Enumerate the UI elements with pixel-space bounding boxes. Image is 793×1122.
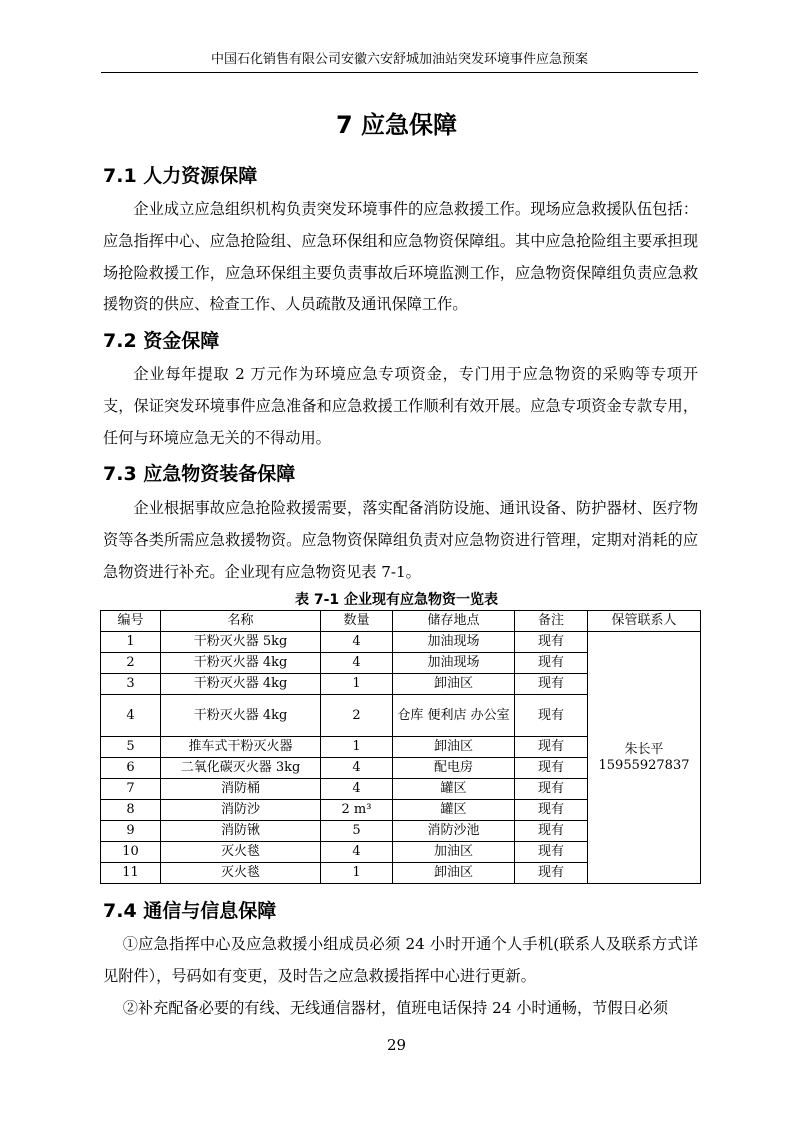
cell-number: 8 bbox=[101, 800, 161, 821]
cell-quantity: 1 bbox=[321, 863, 393, 884]
cell-note: 现有 bbox=[515, 800, 588, 821]
header-cell-name: 名称 bbox=[161, 611, 321, 632]
cell-quantity: 4 bbox=[321, 653, 393, 674]
cell-location: 加油现场 bbox=[393, 632, 515, 653]
cell-number: 9 bbox=[101, 821, 161, 842]
cell-location: 加油区 bbox=[393, 842, 515, 863]
contact-phone: 15955927837 bbox=[598, 757, 690, 773]
cell-note: 现有 bbox=[515, 653, 588, 674]
cell-number: 11 bbox=[101, 863, 161, 884]
table-row bbox=[101, 632, 701, 653]
cell-location: 罐区 bbox=[393, 779, 515, 800]
table-header-row bbox=[101, 611, 701, 632]
cell-name: 干粉灭火器 4kg bbox=[161, 674, 321, 695]
cell-number: 1 bbox=[101, 632, 161, 653]
cell-number: 6 bbox=[101, 758, 161, 779]
cell-location: 卸油区 bbox=[393, 863, 515, 884]
cell-note: 现有 bbox=[515, 695, 588, 737]
chapter-title: 7 应急保障 bbox=[335, 111, 458, 139]
cell-note: 现有 bbox=[515, 674, 588, 695]
cell-number: 4 bbox=[101, 695, 161, 737]
cell-quantity: 4 bbox=[321, 758, 393, 779]
page-header: 中国石化销售有限公司安徽六安舒城加油站突发环境事件应急预案 bbox=[101, 51, 698, 73]
header-cell-location: 储存地点 bbox=[393, 611, 515, 632]
cell-location: 卸油区 bbox=[393, 737, 515, 758]
cell-contact bbox=[588, 632, 701, 884]
paragraph-7-4-item-1: ①应急指挥中心及应急救援小组成员必须 24 小时开通个人手机(联系人及联系方式详见附件），号码如有变更，及时告之应急救援指挥中心进行更新。 bbox=[103, 935, 698, 985]
cell-name: 推车式干粉灭火器 bbox=[161, 737, 321, 758]
cell-name: 二氧化碳灭火器 3kg bbox=[161, 758, 321, 779]
cell-location: 仓库 便利店 办公室 bbox=[393, 695, 515, 737]
header-cell-number: 编号 bbox=[101, 611, 161, 632]
section-heading-7-1: 7.1 人力资源保障 bbox=[103, 165, 258, 187]
header-cell-note: 备注 bbox=[515, 611, 588, 632]
cell-location: 罐区 bbox=[393, 800, 515, 821]
cell-note: 现有 bbox=[515, 758, 588, 779]
cell-number: 10 bbox=[101, 842, 161, 863]
paragraph-7-3: 企业根据事故应急抢险救援需要，落实配备消防设施、通讯设备、防护器材、医疗物资等各类所需应急救援物资。应急物资保障组负责对应急物资进行管理，定期对消耗的应急物资进行补充。企业现有应急物资见表 7-1。 bbox=[103, 499, 698, 581]
paragraph-7-1: 企业成立应急组织机构负责突发环境事件的应急救援工作。现场应急救援队伍包括：应急指挥中心、应急抢险组、应急环保组和应急物资保障组。其中应急抢险组主要承担现场抢险救援工作，应急环保组主要负责事故后环境监测工作，应急物资保障组负责应急救援物资的供应、检查工作、人员疏散及通讯保障工作。 bbox=[103, 200, 698, 314]
paragraph-7-4-item-2: ②补充配备必要的有线、无线通信器材，值班电话保持 24 小时通畅，节假日必须 bbox=[122, 999, 669, 1017]
cell-name: 消防桶 bbox=[161, 779, 321, 800]
cell-location: 卸油区 bbox=[393, 674, 515, 695]
cell-quantity: 2 m³ bbox=[321, 800, 393, 821]
table-caption: 表 7-1 企业现有应急物资一览表 bbox=[294, 592, 499, 608]
emergency-supplies-table bbox=[100, 610, 701, 884]
cell-quantity: 4 bbox=[321, 842, 393, 863]
cell-note: 现有 bbox=[515, 632, 588, 653]
cell-number: 2 bbox=[101, 653, 161, 674]
cell-number: 3 bbox=[101, 674, 161, 695]
cell-quantity: 4 bbox=[321, 632, 393, 653]
cell-number: 5 bbox=[101, 737, 161, 758]
cell-location: 加油现场 bbox=[393, 653, 515, 674]
cell-name: 灭火毯 bbox=[161, 842, 321, 863]
cell-name: 消防沙 bbox=[161, 800, 321, 821]
cell-location: 消防沙池 bbox=[393, 821, 515, 842]
cell-note: 现有 bbox=[515, 779, 588, 800]
header-cell-contact: 保管联系人 bbox=[588, 611, 701, 632]
page-number: 29 bbox=[386, 1036, 407, 1054]
section-heading-7-3: 7.3 应急物资装备保障 bbox=[103, 463, 296, 485]
cell-location: 配电房 bbox=[393, 758, 515, 779]
cell-name: 消防锹 bbox=[161, 821, 321, 842]
cell-number: 7 bbox=[101, 779, 161, 800]
cell-quantity: 1 bbox=[321, 737, 393, 758]
section-heading-7-2: 7.2 资金保障 bbox=[103, 330, 220, 352]
cell-quantity: 1 bbox=[321, 674, 393, 695]
header-cell-quantity: 数量 bbox=[321, 611, 393, 632]
cell-name: 干粉灭火器 5kg bbox=[161, 632, 321, 653]
paragraph-7-2: 企业每年提取 2 万元作为环境应急专项资金，专门用于应急物资的采购等专项开支，保证突发环境事件应急准备和应急救援工作顺利有效开展。应急专项资金专款专用，任何与环境应急无关的不得动用。 bbox=[103, 365, 698, 447]
cell-note: 现有 bbox=[515, 842, 588, 863]
section-heading-7-4: 7.4 通信与信息保障 bbox=[103, 900, 277, 922]
cell-name: 干粉灭火器 4kg bbox=[161, 653, 321, 674]
cell-name: 干粉灭火器 4kg bbox=[161, 695, 321, 737]
cell-note: 现有 bbox=[515, 863, 588, 884]
cell-note: 现有 bbox=[515, 821, 588, 842]
cell-quantity: 5 bbox=[321, 821, 393, 842]
cell-note: 现有 bbox=[515, 737, 588, 758]
cell-quantity: 4 bbox=[321, 779, 393, 800]
cell-quantity: 2 bbox=[321, 695, 393, 737]
contact-name: 朱长平 bbox=[624, 741, 664, 757]
cell-name: 灭火毯 bbox=[161, 863, 321, 884]
